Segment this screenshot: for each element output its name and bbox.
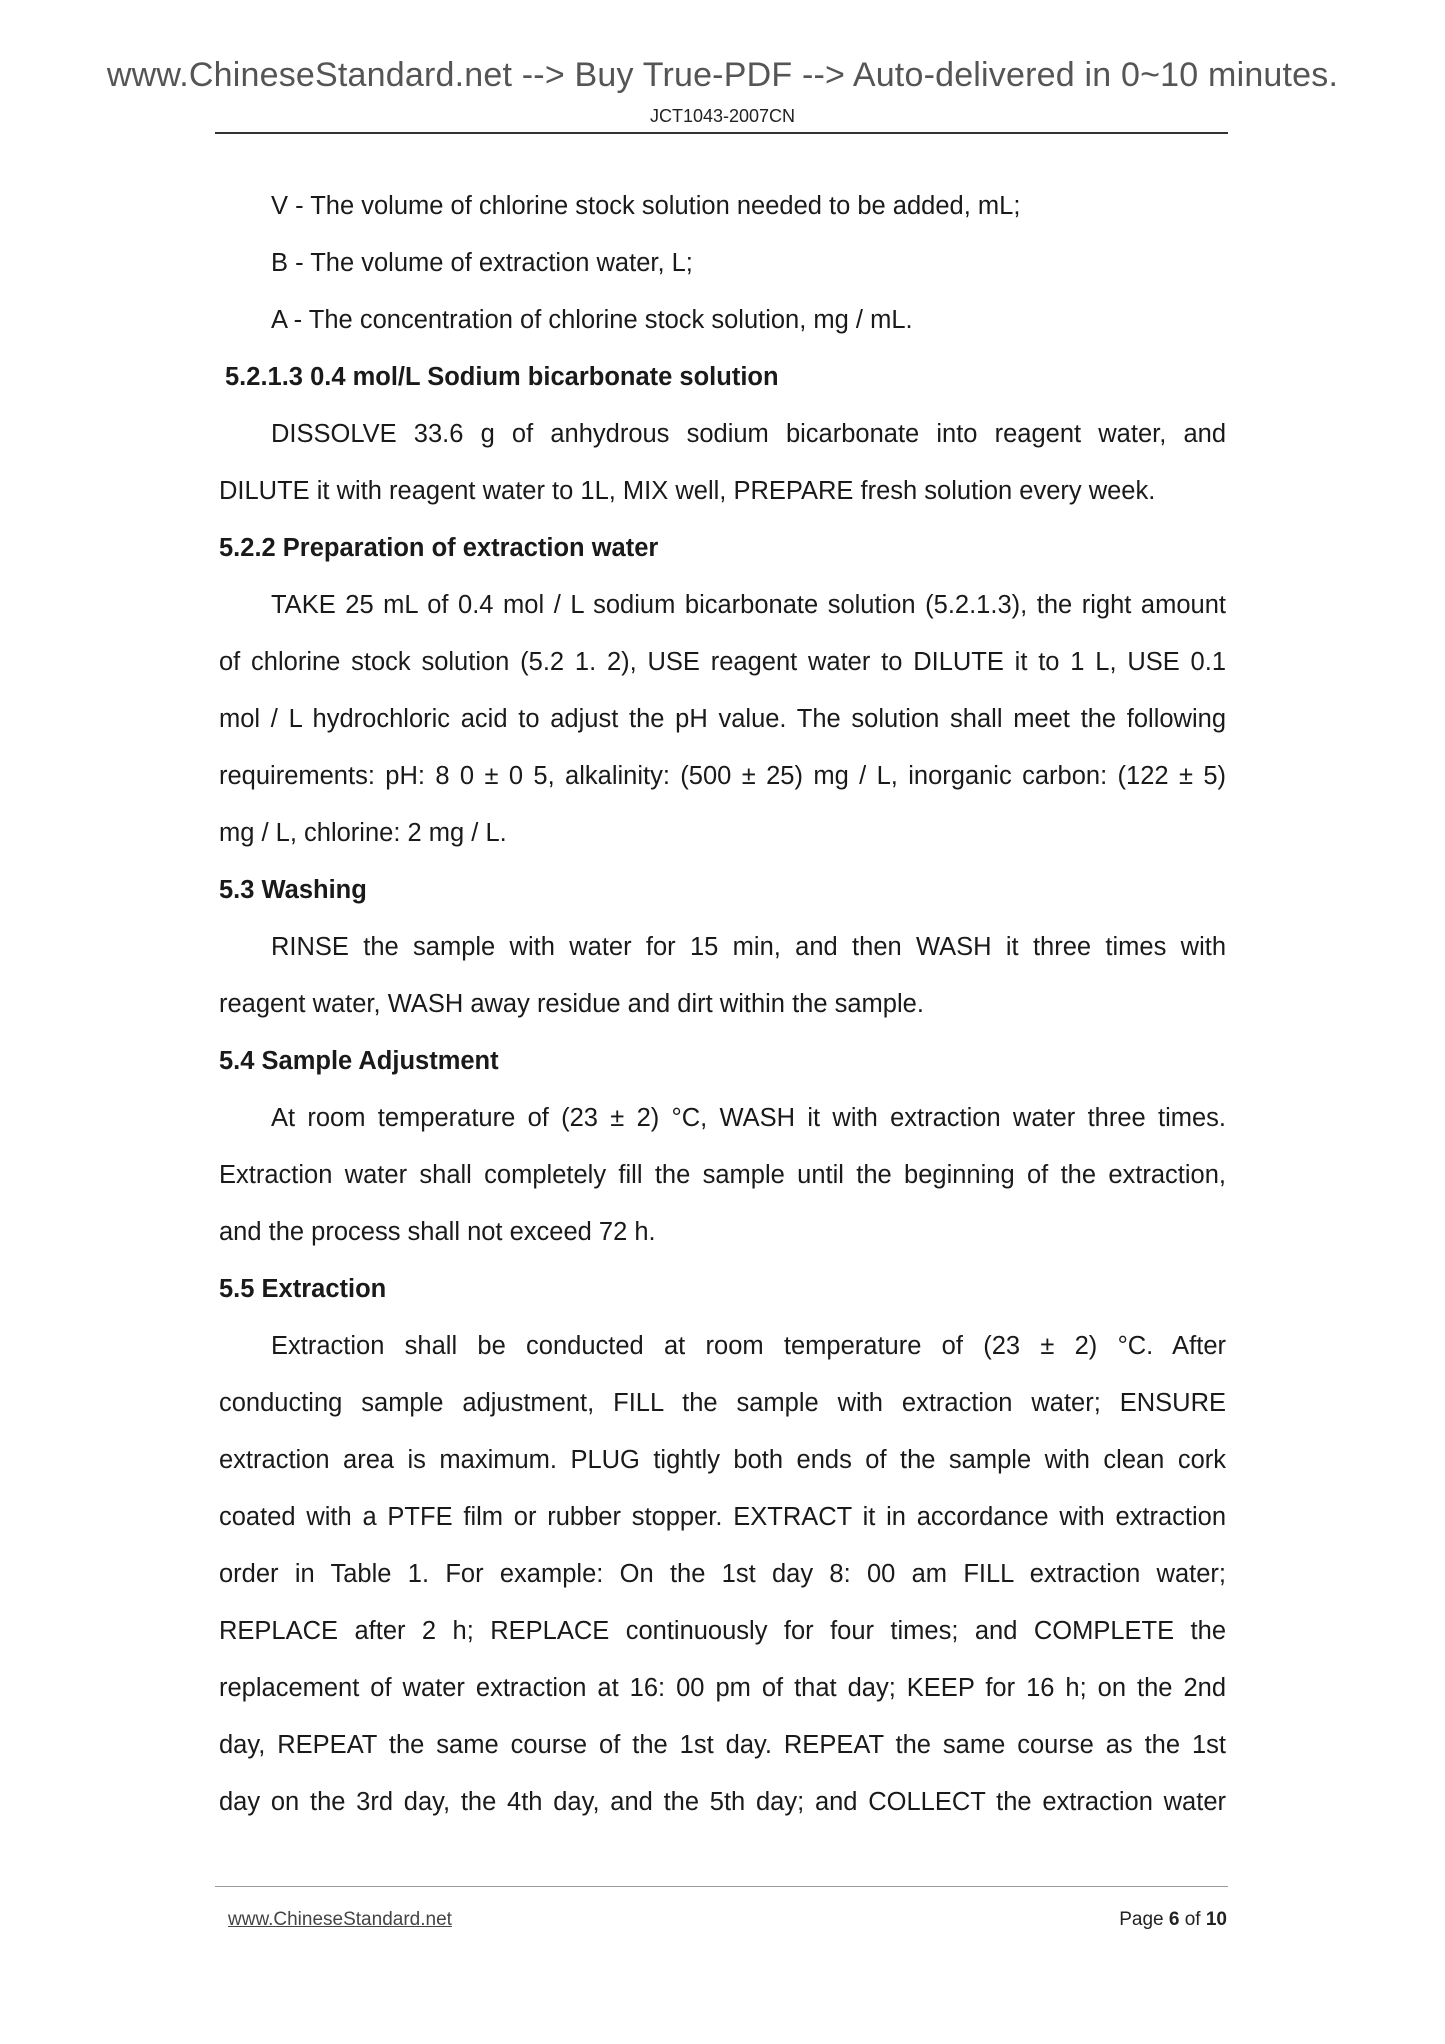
section-heading: 5.5 Extraction (219, 1275, 387, 1303)
section-heading: 5.2.1.3 0.4 mol/L Sodium bicarbonate solution (225, 363, 779, 391)
body-line: coated with a PTFE film or rubber stopper. EXTRACT it in accordance with extraction (219, 1503, 1226, 1531)
total-pages: 10 (1205, 1909, 1227, 1930)
body-line: and the process shall not exceed 72 h. (219, 1218, 656, 1246)
footer-website-link[interactable]: www.ChineseStandard.net (228, 1909, 452, 1930)
body-line: Extraction shall be conducted at room temperature of (23 ± 2) °C. After (271, 1332, 1226, 1360)
body-line: reagent water, WASH away residue and dirt within the sample. (219, 990, 924, 1018)
body-line: extraction area is maximum. PLUG tightly both ends of the sample with clean cork (219, 1446, 1226, 1474)
body-line: replacement of water extraction at 16: 00 pm of that day; KEEP for 16 h; on the 2nd (219, 1674, 1226, 1702)
body-line: order in Table 1. For example: On the 1st day 8: 00 am FILL extraction water; (219, 1560, 1226, 1588)
section-heading: 5.4 Sample Adjustment (219, 1047, 499, 1075)
body-line: RINSE the sample with water for 15 min, and then WASH it three times with (271, 933, 1226, 961)
body-line: V - The volume of chlorine stock solution needed to be added, mL; (271, 192, 1021, 220)
page-prefix: Page (1119, 1909, 1169, 1930)
body-line: DISSOLVE 33.6 g of anhydrous sodium bicarbonate into reagent water, and (271, 420, 1226, 448)
page-body (219, 178, 1226, 1831)
section-heading: 5.3 Washing (219, 876, 367, 904)
body-line: Extraction water shall completely fill the sample until the beginning of the extraction, (219, 1161, 1226, 1189)
current-page: 6 (1168, 1909, 1180, 1930)
body-line: TAKE 25 mL of 0.4 mol / L sodium bicarbonate solution (5.2.1.3), the right amount (271, 591, 1226, 619)
top-banner: www.ChineseStandard.net --> Buy True-PDF --> Auto-delivered in 0~10 minutes. (106, 56, 1339, 94)
footer-rule (215, 1886, 1228, 1887)
body-line: DILUTE it with reagent water to 1L, MIX well, PREPARE fresh solution every week. (219, 477, 1156, 505)
body-line: requirements: pH: 8 0 ± 0 5, alkalinity: (500 ± 25) mg / L, inorganic carbon: (122 ± 5) (219, 762, 1226, 790)
document-code: JCT1043-2007CN (649, 106, 796, 126)
body-line: mol / L hydrochloric acid to adjust the pH value. The solution shall meet the following (219, 705, 1226, 733)
body-line: B - The volume of extraction water, L; (271, 249, 693, 277)
body-line: day on the 3rd day, the 4th day, and the 5th day; and COLLECT the extraction water (219, 1788, 1226, 1816)
header-rule (215, 132, 1228, 134)
body-line: day, REPEAT the same course of the 1st day. REPEAT the same course as the 1st (219, 1731, 1226, 1759)
section-heading: 5.2.2 Preparation of extraction water (219, 534, 659, 562)
body-line: A - The concentration of chlorine stock solution, mg / mL. (271, 306, 913, 334)
page-separator: of (1179, 1909, 1206, 1930)
page-number (1119, 1909, 1227, 1931)
body-line: of chlorine stock solution (5.2 1. 2), USE reagent water to DILUTE it to 1 L, USE 0.1 (219, 648, 1226, 676)
body-line: conducting sample adjustment, FILL the sample with extraction water; ENSURE (219, 1389, 1226, 1417)
body-line: REPLACE after 2 h; REPLACE continuously for four times; and COMPLETE the (219, 1617, 1226, 1645)
body-line: At room temperature of (23 ± 2) °C, WASH it with extraction water three times. (271, 1104, 1226, 1132)
body-line: mg / L, chlorine: 2 mg / L. (219, 819, 507, 847)
